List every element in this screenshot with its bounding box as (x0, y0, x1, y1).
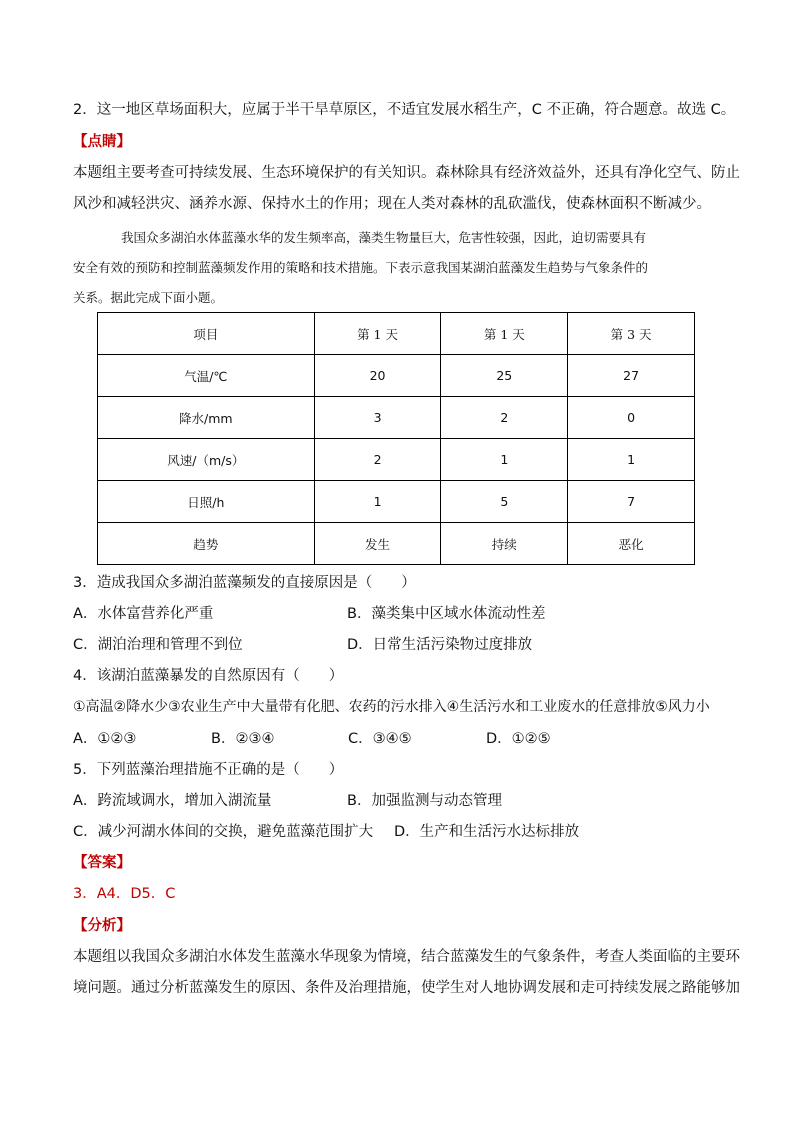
table-cell: 7 (568, 481, 695, 523)
weather-trend-table (97, 312, 695, 565)
table-cell: 1 (568, 439, 695, 481)
prev-explanation: 2．这一地区草场面积大，应属于半干旱草原区，不适宜发展水稻生产，C 不正确，符合题意。故选 C。 (73, 102, 736, 118)
table-cell: 降水/mm (98, 397, 315, 439)
q5-stem: 5．下列蓝藻治理措施不正确的是（ ） (73, 762, 344, 778)
table-cell: 27 (568, 355, 695, 397)
table-cell: 20 (314, 355, 441, 397)
q4-items: ①高温②降水少③农业生产中大量带有化肥、农药的污水排入④生活污水和工业废水的任意排放⑤风力小 (73, 699, 710, 715)
table-row (98, 481, 695, 523)
table-header-row (98, 313, 695, 355)
table-cell: 25 (441, 355, 568, 397)
q5-option-b: B．加强监测与动态管理 (347, 793, 502, 809)
table-header-cell: 第 3 天 (568, 313, 695, 355)
q5-option-c: C．减少河湖水体间的交换，避免蓝藻范围扩大 (73, 824, 374, 840)
q3-option-b: B．藻类集中区域水体流动性差 (347, 606, 546, 622)
table-cell: 趋势 (98, 523, 315, 565)
dianjing-label: 【点睛】 (73, 134, 131, 150)
table-row (98, 355, 695, 397)
q4-stem: 4．该湖泊蓝藻暴发的自然原因有（ ） (73, 668, 344, 684)
q3-stem: 3．造成我国众多湖泊蓝藻频发的直接原因是（ ） (73, 575, 416, 591)
dianjing-line-2: 风沙和减轻洪灾、涵养水源、保持水土的作用；现在人类对森林的乱砍滥伐，使森林面积不断减少。 (73, 196, 711, 212)
material-line-2: 安全有效的预防和控制蓝藻频发作用的策略和技术措施。下表示意我国某湖泊蓝藻发生趋势与气象条件的 (73, 260, 649, 275)
table-cell: 气温/℃ (98, 355, 315, 397)
table-cell: 5 (441, 481, 568, 523)
table-cell: 1 (314, 481, 441, 523)
dianjing-line-1: 本题组主要考查可持续发展、生态环境保护的有关知识。森林除具有经济效益外，还具有净化空气、防止 (73, 165, 740, 181)
table-header-cell: 第 1 天 (314, 313, 441, 355)
table-cell: 0 (568, 397, 695, 439)
table-row (98, 523, 695, 565)
table-cell: 2 (441, 397, 568, 439)
q5-option-a: A．跨流域调水，增加入湖流量 (73, 793, 272, 809)
table-row (98, 397, 695, 439)
table-cell: 持续 (441, 523, 568, 565)
table-cell: 2 (314, 439, 441, 481)
q5-option-d: D．生产和生活污水达标排放 (394, 824, 580, 840)
table-cell: 3 (314, 397, 441, 439)
analysis-label: 【分析】 (73, 918, 131, 934)
analysis-line-1: 本题组以我国众多湖泊水体发生蓝藻水华现象为情境，结合蓝藻发生的气象条件，考查人类面临的主要环 (73, 949, 740, 965)
analysis-line-2: 境问题。通过分析蓝藻发生的原因、条件及治理措施，使学生对人地协调发展和走可持续发展之路能够加 (73, 980, 740, 996)
table-cell: 风速/（m/s） (98, 439, 315, 481)
q3-option-a: A．水体富营养化严重 (73, 606, 214, 622)
table-cell: 发生 (314, 523, 441, 565)
answer-label: 【答案】 (73, 855, 131, 871)
q4-option-c: C．③④⑤ (348, 731, 412, 747)
q4-option-d: D．①②⑤ (486, 731, 551, 747)
table-header-cell: 第 1 天 (441, 313, 568, 355)
q3-option-c: C．湖泊治理和管理不到位 (73, 637, 243, 653)
table-row (98, 439, 695, 481)
material-line-1: 我国众多湖泊水体蓝藻水华的发生频率高，藻类生物量巨大，危害性较强，因此，迫切需要具有 (121, 230, 647, 245)
answer-text: 3．A4．D5．C (73, 886, 176, 902)
q4-option-a: A．①②③ (73, 731, 137, 747)
table-cell: 1 (441, 439, 568, 481)
q4-option-b: B．②③④ (211, 731, 275, 747)
table-cell: 日照/h (98, 481, 315, 523)
table-header-cell: 项目 (98, 313, 315, 355)
table-cell: 恶化 (568, 523, 695, 565)
q3-option-d: D．日常生活污染物过度排放 (347, 637, 533, 653)
material-line-3: 关系。据此完成下面小题。 (73, 290, 224, 305)
